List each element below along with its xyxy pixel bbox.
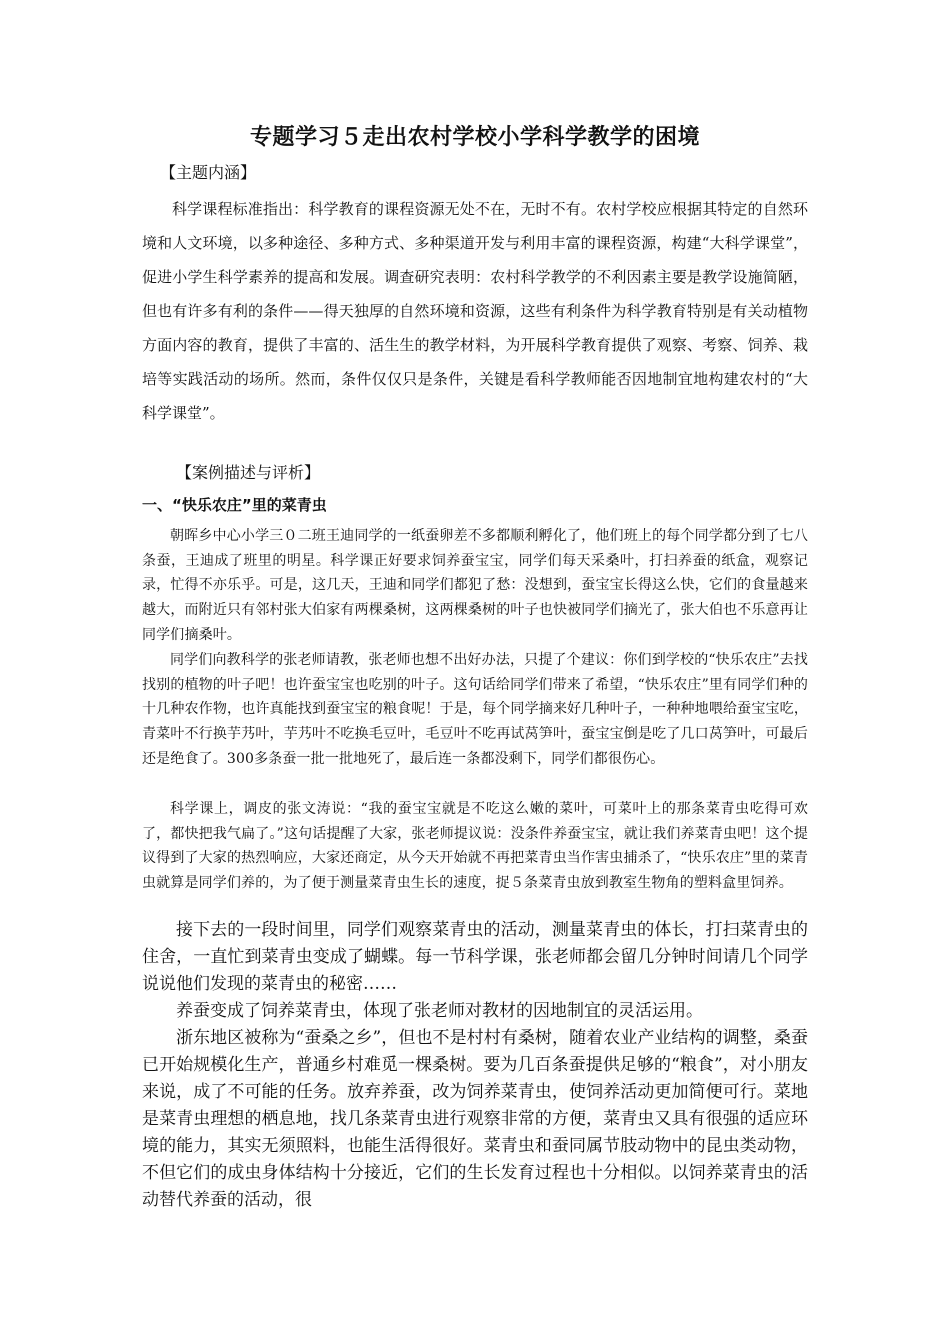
continuation-paragraph: 接下去的一段时间里，同学们观察菜青虫的活动，测量菜青虫的体长，打扫菜青虫的住舍，一直忙到菜青虫变成了蝴蝶。每一节科学课，张老师都会留几分钟时间请几个同学说说他们发现的菜青虫的秘密…… (142, 920, 808, 994)
case-paragraph: 朝晖乡中心小学三０二班王迪同学的一纸蚕卵差不多都顺利孵化了，他们班上的每个同学都分到了七八条蚕，王迪成了班里的明星。科学课正好要求饲养蚕宝宝，同学们每天采桑叶，打扫养蚕的纸盒，观察记录，忙得不亦乐乎。可是，这几天，王迪和同学们都犯了愁：没想到，蚕宝宝长得这么快，它们的食量越来越大，而附近只有邻村张大伯家有两棵桑树，这两棵桑树的叶子也快被同学们摘光了，张大伯也不乐意再让同学们摘桑叶。 (142, 528, 808, 643)
document-title: 专题学习５走出农村学校小学科学教学的困境 (249, 125, 700, 150)
analysis-paragraph: 浙东地区被称为“蚕桑之乡”，但也不是村村有桑树，随着农业产业结构的调整，桑蚕已开始规模化生产，普通乡村难觅一棵桑树。要为几百条蚕提供足够的“粮食”，对小朋友来说，成了不可能的任务。放弃养蚕，改为饲养菜青虫，使饲养活动更加简便可行。菜地是菜青虫理想的栖息地，找几条菜青虫进行观察非常的方便，菜青虫又具有很强的适应环境的能力，其实无须照料，也能生活得很好。菜青虫和蚕同属节肢动物中的昆虫类动物，不但它们的成虫身体结构十分接近，它们的生长发育过程也十分相似。以饲养菜青虫的活动替代养蚕的活动，很 (142, 1028, 808, 1210)
case-paragraph: 科学课上，调皮的张文涛说：“我的蚕宝宝就是不吃这么嫩的菜叶，可菜叶上的那条菜青虫吃得可欢了，都快把我气扁了。”这句话提醒了大家，张老师提议说：没条件养蚕宝宝，就让我们养菜青虫吧！这个提议得到了大家的热烈响应，大家还商定，从今天开始就不再把菜青虫当作害虫捕杀了，“快乐农庄”里的菜青虫就算是同学们养的，为了便于测量菜青虫生长的速度，捉５条菜青虫放到教室生物角的塑料盒里饲养。 (142, 801, 808, 892)
case-heading: 一、“快乐农庄”里的菜青虫 (142, 496, 327, 514)
section-heading-case: 【案例描述与评析】 (176, 463, 321, 482)
section-heading-theme: 【主题内涵】 (160, 163, 257, 182)
analysis-paragraph: 养蚕变成了饲养菜青虫，体现了张老师对教材的因地制宜的灵活运用。 (176, 1001, 703, 1021)
intro-paragraph: 科学课程标准指出：科学教育的课程资源无处不在，无时不有。农村学校应根据其特定的自然环境和人文环境，以多种途径、多种方式、多种渠道开发与利用丰富的课程资源，构建“大科学课堂”，促进小学生科学素养的提高和发展。调查研究表明：农村科学教学的不利因素主要是教学设施简陋，但也有许多有利的条件——得天独厚的自然环境和资源，这些有利条件为科学教育特别是有关动植物方面内容的教育，提供了丰富的、活生生的教学材料，为开展科学教育提供了观察、考察、饲养、栽培等实践活动的场所。然而，条件仅仅只是条件，关键是看科学教师能否因地制宜地构建农村的“大科学课堂”。 (142, 200, 808, 422)
case-paragraph: 同学们向教科学的张老师请教，张老师也想不出好办法，只提了个建议：你们到学校的“快乐农庄”去找找别的植物的叶子吧！也许蚕宝宝也吃别的叶子。这句话给同学们带来了希望，“快乐农庄”里有同学们种的十几种农作物，也许真能找到蚕宝宝的粮食呢！于是，每个同学摘来好几种叶子，一种种地喂给蚕宝宝吃，青菜叶不行换芋艿叶，芋艿叶不吃换毛豆叶，毛豆叶不吃再试莴笋叶，蚕宝宝倒是吃了几口莴笋叶，可最后还是绝食了。300多条蚕一批一批地死了，最后连一条都没剩下，同学们都很伤心。 (142, 652, 808, 767)
